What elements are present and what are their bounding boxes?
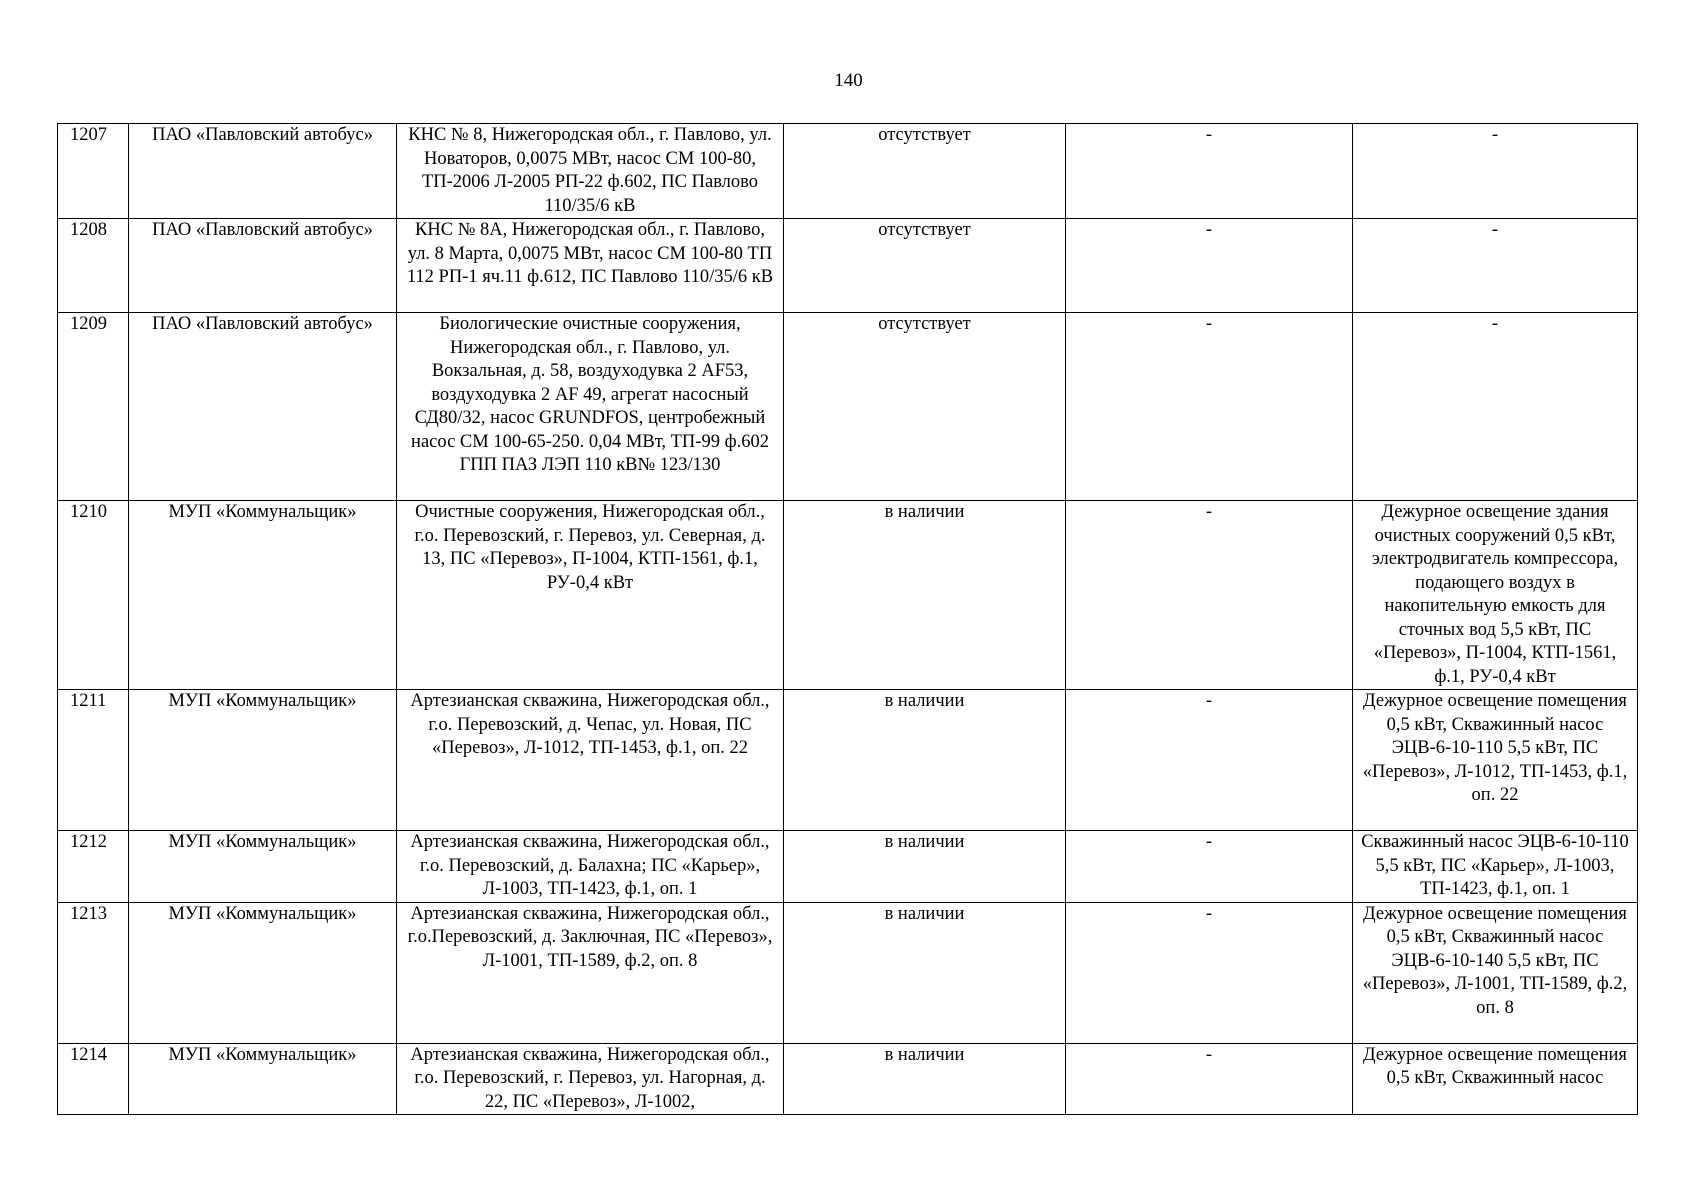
table-row — [58, 690, 1638, 831]
presence-cell: отсутствует — [784, 124, 1066, 219]
organization-cell: МУП «Коммунальщик» — [129, 1043, 397, 1115]
organization-cell: ПАО «Павловский автобус» — [129, 219, 397, 313]
organization-cell: ПАО «Павловский автобус» — [129, 124, 397, 219]
organization-cell: МУП «Коммунальщик» — [129, 501, 397, 690]
facilities-table — [57, 123, 1638, 1115]
equipment-cell: - — [1353, 124, 1638, 219]
column-5-cell: - — [1066, 124, 1353, 219]
table-row — [58, 313, 1638, 501]
column-5-cell: - — [1066, 219, 1353, 313]
table-row — [58, 124, 1638, 219]
object-cell: КНС № 8А, Нижегородская обл., г. Павлово, ул. 8 Марта, 0,0075 МВт, насос СМ 100-80 ТП 112 РП-1 яч.11 ф.612, ПС Павлово 110/35/6 кВ — [397, 219, 784, 313]
organization-cell: МУП «Коммунальщик» — [129, 690, 397, 831]
object-cell: Артезианская скважина, Нижегородская обл., г.о. Перевозский, д. Чепас, ул. Новая, ПС «Перевоз», Л-1012, ТП-1453, ф.1, оп. 22 — [397, 690, 784, 831]
equipment-cell: - — [1353, 219, 1638, 313]
column-5-cell: - — [1066, 902, 1353, 1043]
column-5-cell: - — [1066, 831, 1353, 903]
object-cell: Очистные сооружения, Нижегородская обл., г.о. Перевозский, г. Перевоз, ул. Северная, д. 13, ПС «Перевоз», П-1004, КТП-1561, ф.1, РУ-0,4 кВт — [397, 501, 784, 690]
object-cell: Артезианская скважина, Нижегородская обл., г.о.Перевозский, д. Заключная, ПС «Перевоз», Л-1001, ТП-1589, ф.2, оп. 8 — [397, 902, 784, 1043]
presence-cell: в наличии — [784, 902, 1066, 1043]
object-cell: КНС № 8, Нижегородская обл., г. Павлово, ул. Новаторов, 0,0075 МВт, насос СМ 100-80, ТП-2006 Л-2005 РП-22 ф.602, ПС Павлово 110/35/6 кВ — [397, 124, 784, 219]
organization-cell: МУП «Коммунальщик» — [129, 902, 397, 1043]
page-number: 140 — [834, 70, 863, 91]
object-cell: Биологические очистные сооружения, Нижегородская обл., г. Павлово, ул. Вокзальная, д. 58, воздуходувка 2 AF53, воздуходувка 2 AF 49, агрегат насосный СД80/32, насос GRUNDFOS, центробежный насос СМ 100-65-250. 0,04 МВт, ТП-99 ф.602 ГПП ПАЗ ЛЭП 110 кВ№ 123/130 — [397, 313, 784, 501]
column-5-cell: - — [1066, 501, 1353, 690]
table-row — [58, 1043, 1638, 1115]
row-number: 1213 — [58, 902, 129, 1043]
column-5-cell: - — [1066, 1043, 1353, 1115]
equipment-cell: Дежурное освещение помещения 0,5 кВт, Скважинный насос ЭЦВ-6-10-110 5,5 кВт, ПС «Перевоз», Л-1012, ТП-1453, ф.1, оп. 22 — [1353, 690, 1638, 831]
presence-cell: в наличии — [784, 1043, 1066, 1115]
presence-cell: в наличии — [784, 501, 1066, 690]
equipment-cell: Дежурное освещение помещения 0,5 кВт, Скважинный насос ЭЦВ-6-10-140 5,5 кВт, ПС «Перевоз», Л-1001, ТП-1589, ф.2, оп. 8 — [1353, 902, 1638, 1043]
table-row — [58, 219, 1638, 313]
equipment-cell: - — [1353, 313, 1638, 501]
column-5-cell: - — [1066, 313, 1353, 501]
equipment-cell: Дежурное освещение помещения 0,5 кВт, Скважинный насос — [1353, 1043, 1638, 1115]
table-row — [58, 831, 1638, 903]
row-number: 1209 — [58, 313, 129, 501]
presence-cell: в наличии — [784, 690, 1066, 831]
table-row — [58, 501, 1638, 690]
column-5-cell: - — [1066, 690, 1353, 831]
object-cell: Артезианская скважина, Нижегородская обл., г.о. Перевозский, д. Балахна; ПС «Карьер», Л-1003, ТП-1423, ф.1, оп. 1 — [397, 831, 784, 903]
organization-cell: МУП «Коммунальщик» — [129, 831, 397, 903]
row-number: 1212 — [58, 831, 129, 903]
row-number: 1208 — [58, 219, 129, 313]
equipment-cell: Дежурное освещение здания очистных сооружений 0,5 кВт, электродвигатель компрессора, подающего воздух в накопительную емкость для сточных вод 5,5 кВт, ПС «Перевоз», П-1004, КТП-1561, ф.1, РУ-0,4 кВт — [1353, 501, 1638, 690]
table-row — [58, 902, 1638, 1043]
organization-cell: ПАО «Павловский автобус» — [129, 313, 397, 501]
object-cell: Артезианская скважина, Нижегородская обл., г.о. Перевозский, г. Перевоз, ул. Нагорная, д. 22, ПС «Перевоз», Л-1002, — [397, 1043, 784, 1115]
presence-cell: отсутствует — [784, 219, 1066, 313]
equipment-cell: Скважинный насос ЭЦВ-6-10-110 5,5 кВт, ПС «Карьер», Л-1003, ТП-1423, ф.1, оп. 1 — [1353, 831, 1638, 903]
row-number: 1210 — [58, 501, 129, 690]
presence-cell: в наличии — [784, 831, 1066, 903]
row-number: 1207 — [58, 124, 129, 219]
row-number: 1214 — [58, 1043, 129, 1115]
presence-cell: отсутствует — [784, 313, 1066, 501]
row-number: 1211 — [58, 690, 129, 831]
